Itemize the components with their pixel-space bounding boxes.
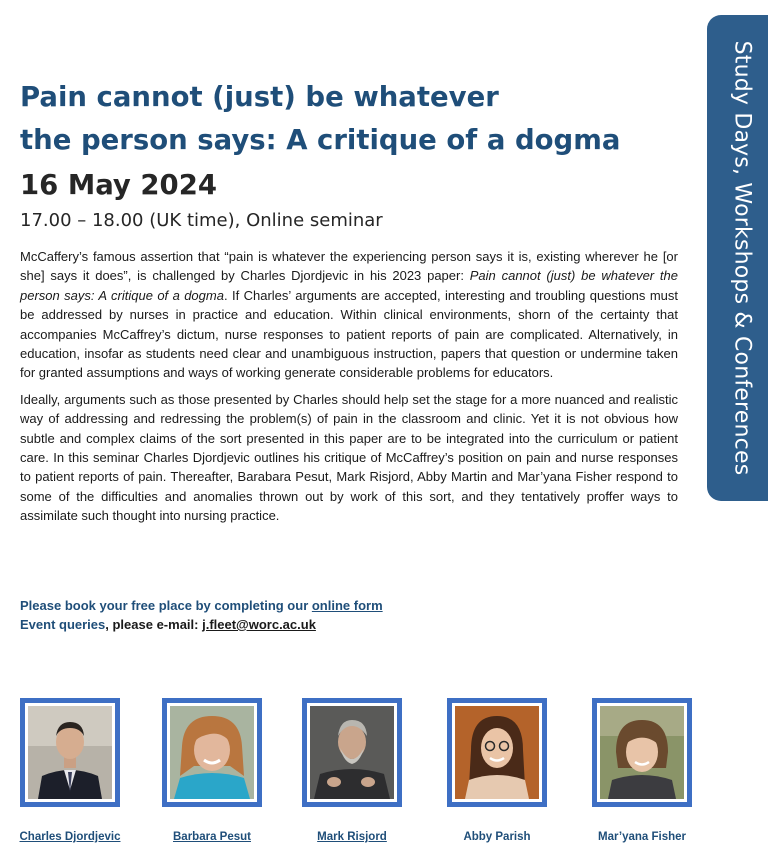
event-title-line2: the person says: A critique of a dogma (20, 124, 621, 156)
speaker-photo-frame (592, 698, 692, 807)
speaker-photo-frame (302, 698, 402, 807)
speaker-name[interactable]: Charles Djordjevic (19, 831, 121, 843)
speaker-photo-frame (447, 698, 547, 807)
speaker-card (422, 698, 572, 844)
speaker-name[interactable]: Barbara Pesut (173, 831, 251, 843)
queries-line (20, 615, 383, 634)
event-title (20, 76, 660, 162)
side-tab (707, 15, 768, 501)
event-time: 17.00 – 18.00 (UK time), Online seminar (20, 210, 383, 231)
speaker-card (277, 698, 427, 844)
speaker-name: Abby Parish (463, 831, 531, 843)
speaker-name: Mar’yana Fisher (598, 831, 686, 843)
queries-mid: , please e-mail: (105, 617, 203, 632)
speaker-photo (310, 706, 394, 799)
speaker-photo (170, 706, 254, 799)
speaker-card (567, 698, 717, 844)
event-date: 16 May 2024 (20, 169, 217, 201)
p1-text-b: . If Charles’ arguments are accepted, interesting and troubling questions must be addressed by nurses in practice and education. Within clinical environments, shorn of the certainty that accompanies McCaffrey’s dictum, nurse responses to patient reports of pain are complicated. Alternatively, in education, insofar as students need clear and unambiguous instruction, papers that question or undermine taken for granted assumptions and ways of working generate considerable problems for educators. (20, 287, 678, 381)
booking-info (20, 596, 383, 634)
speaker-photo (600, 706, 684, 799)
email-link[interactable]: j.fleet@worc.ac.uk (202, 617, 316, 632)
speaker-card (0, 698, 145, 844)
description-paragraph-2: Ideally, arguments such as those presented by Charles should help set the stage for a more nuanced and realistic way of addressing and redressing the problem(s) of pain in the classroom and clinic. Yet it is not obvious how subtle and complex claims of the sort presented in this paper are to be integrated into the curriculum or patient care. In this seminar Charles Djordjevic outlines his critique of McCaffrey’s position on pain and nurse responses to patient reports of pain. Thereafter, Barabara Pesut, Mark Risjord, Abby Martin and Mar’yana Fisher respond to some of the difficulties and anomalies thrown out by work of this sort, and they tentatively proffer ways to assimilate such thought into nursing practice. (20, 391, 678, 524)
queries-label: Event queries (20, 617, 106, 632)
speaker-card (137, 698, 287, 844)
event-description (20, 247, 678, 533)
booking-prefix: Please book your free place by completing our (20, 598, 312, 613)
booking-line (20, 596, 383, 615)
paper-title-italic: Pain cannot (just) be whatever the person says: A critique of a dogma (20, 268, 678, 303)
description-paragraph-1 (20, 247, 678, 383)
online-form-link[interactable]: online form (311, 598, 383, 613)
speaker-photo-frame (162, 698, 262, 807)
speaker-photo-frame (20, 698, 120, 807)
p1-text-a: McCaffery’s famous assertion that “pain is whatever the experiencing person says it is, existing wherever he [or she] says it does”, is challenged by Charles Djordjevic in his 2023 paper: (20, 249, 678, 284)
speaker-photo (28, 706, 112, 799)
speaker-name[interactable]: Mark Risjord (317, 831, 387, 843)
event-title-line1: Pain cannot (just) be whatever (20, 81, 499, 113)
side-tab-label: Study Days, Workshops & Conferences (729, 40, 755, 476)
speaker-photo (455, 706, 539, 799)
